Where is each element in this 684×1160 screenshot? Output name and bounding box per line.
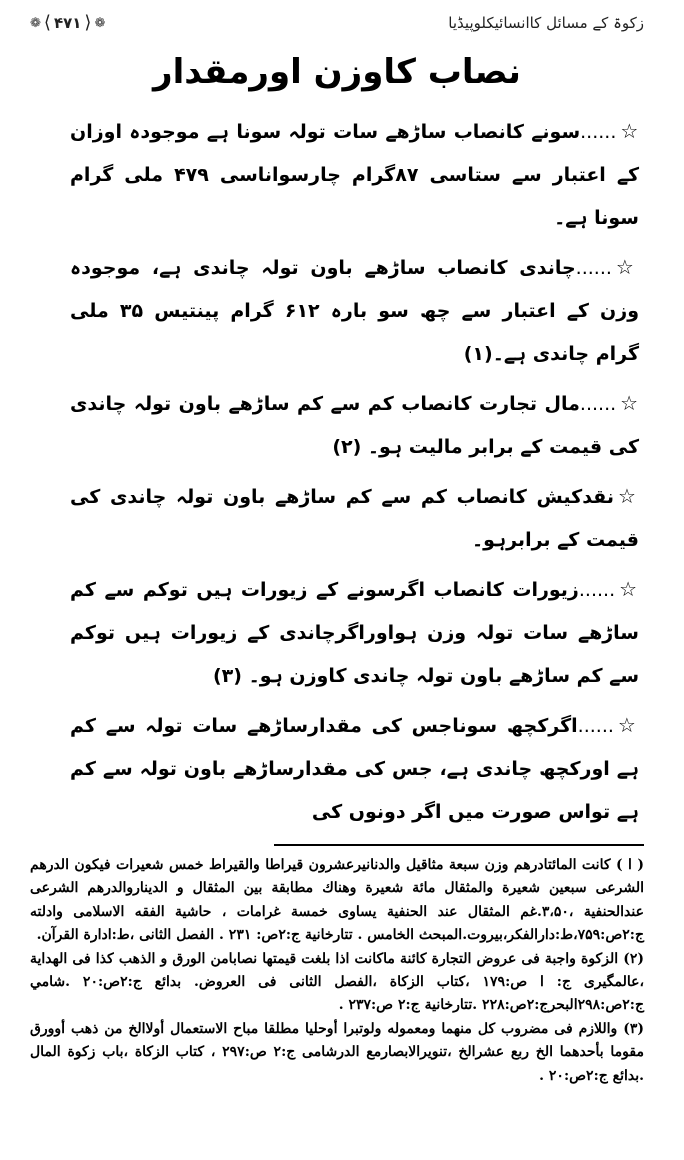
running-header: [30, 8, 644, 38]
star-icon: ☆: [615, 255, 640, 279]
footnote-3: (۳) واللازم فى مضروب كل منهما ومعموله ولوتبرا أوحليا مطلقا مباح الاستعمال أولاالخ من ذهب أوورق مقوما بأحدهما الخ ربع عشرالخ ،تنويرالابصارمع الدرشامى ج:۲ ص:۲۹۷ ، كتاب الزكاة ،باب زكوة المال .بدائع ج:۲ص:۲۰ .: [30, 1020, 644, 1084]
star-icon: ☆: [620, 119, 639, 143]
star-icon: ☆: [619, 577, 639, 601]
book-title: زکوۃ کے مسائل کاانسائیکلوپیڈیا: [448, 14, 644, 32]
paragraph-text: زیورات کانصاب اگرسونے کے زیورات ہیں توکم سے کم ساڑھے سات تولہ وزن ہواوراگرچاندی کے زیورات ہیں توکم سے کم ساڑھے باون تولہ چاندی کاوزن ہو۔ (۳): [70, 579, 639, 687]
footnote-2: (۲) الزكوة واجبة فى عروض التجارة كائنة ماكانت اذا بلغت قيمتها نصابامن الورق و الذهب كذا فى الهداية ،عالمگیری ج: ا ص:۱۷۹ ،كتاب الزكاة ،الفصل الثانى فى العروض. بدائع ج:۲ص:۲۰ .شامي ج:۲ص:۲۹۸البحرج:۲ص:۲۲۸ .تتارخانية ج:۲ ص:۲۳۷ .: [30, 950, 644, 1014]
dots: ......: [578, 579, 616, 601]
footnote-1: ( ا ) كانت المائتادرهم وزن سبعة مثاقيل والدنانيرعشرون قيراطا والقيراط خمس شعيرات فيكون الدرهم الشرعى سبعين شعيرة والمثقال مائة شعيرة وهناك مطابقة بين المثقال و الديناروالدرهم الشرعى عندالحنفية ،۳،۵۰.غم المثقال عند الحنفية يساوى خمسة غرامات ، حاشية الفقه الاسلامى وادلته ج:۲ص:۷۵۹،ط:دارالفكر،بيروت.المبحث الخامس . تتارخانية ج:۲ص: ۲۳۱ . الفصل الثانى ،ط:ادارة القرآن.: [30, 857, 644, 944]
star-icon: ☆: [617, 713, 639, 737]
paragraph-text: مال تجارت کانصاب کم سے کم ساڑھے باون تولہ چاندی کی قیمت کے برابر مالیت ہو۔ (۲): [70, 393, 639, 458]
dots: ......: [575, 257, 612, 279]
body-text: [70, 110, 639, 834]
paragraph-mixed-gold-silver: [70, 704, 639, 834]
ornament-right-icon: ❁: [94, 15, 106, 31]
star-icon: ☆: [620, 391, 639, 415]
star-icon: ☆: [617, 484, 639, 508]
paragraph-jewelry-nisab: [70, 568, 639, 698]
paragraph-text: اگرکچھ سوناجس کی مقدارساڑھے سات تولہ سے کم ہے اورکچھ چاندی ہے، جس کی مقدارساڑھے باون تولہ سے کم ہے تواس صورت میں اگر دونوں کی: [70, 715, 639, 823]
paragraph-silver-nisab: [70, 246, 639, 376]
paragraph-text: سونے کانصاب ساڑھے سات تولہ سونا ہے موجودہ اوزان کے اعتبار سے ستاسی ۸۷گرام چارسواناسی ۴۷۹ ملی گرام سونا ہے۔: [70, 121, 640, 229]
page-number-box: [30, 13, 105, 33]
dots: ......: [580, 121, 617, 143]
paragraph-text: نقدکیش کانصاب کم سے کم ساڑھے باون تولہ چاندی کی قیمت کے برابرہو۔: [70, 486, 639, 551]
dots: ......: [577, 715, 614, 737]
paragraph-gold-nisab: [70, 110, 639, 240]
chapter-title: نصاب کاوزن اورمقدار: [153, 52, 521, 92]
dots: ......: [579, 393, 617, 415]
footnote-separator: [274, 844, 644, 846]
page-number: ۴۷۱: [53, 14, 82, 32]
bracket-right-icon: ⟩: [84, 12, 92, 33]
footnotes: [30, 854, 644, 1088]
ornament-left-icon: ❁: [30, 15, 41, 31]
bracket-left-icon: ⟨: [43, 12, 51, 33]
paragraph-text: چاندی کانصاب ساڑھے باون تولہ چاندی ہے، موجودہ وزن کے اعتبار سے چھ سو بارہ ۶۱۲ گرام پینتیس ۳۵ ملی گرام چاندی ہے۔(۱): [70, 257, 640, 365]
paragraph-trade-goods-nisab: [70, 382, 639, 469]
paragraph-cash-nisab: [70, 475, 639, 562]
